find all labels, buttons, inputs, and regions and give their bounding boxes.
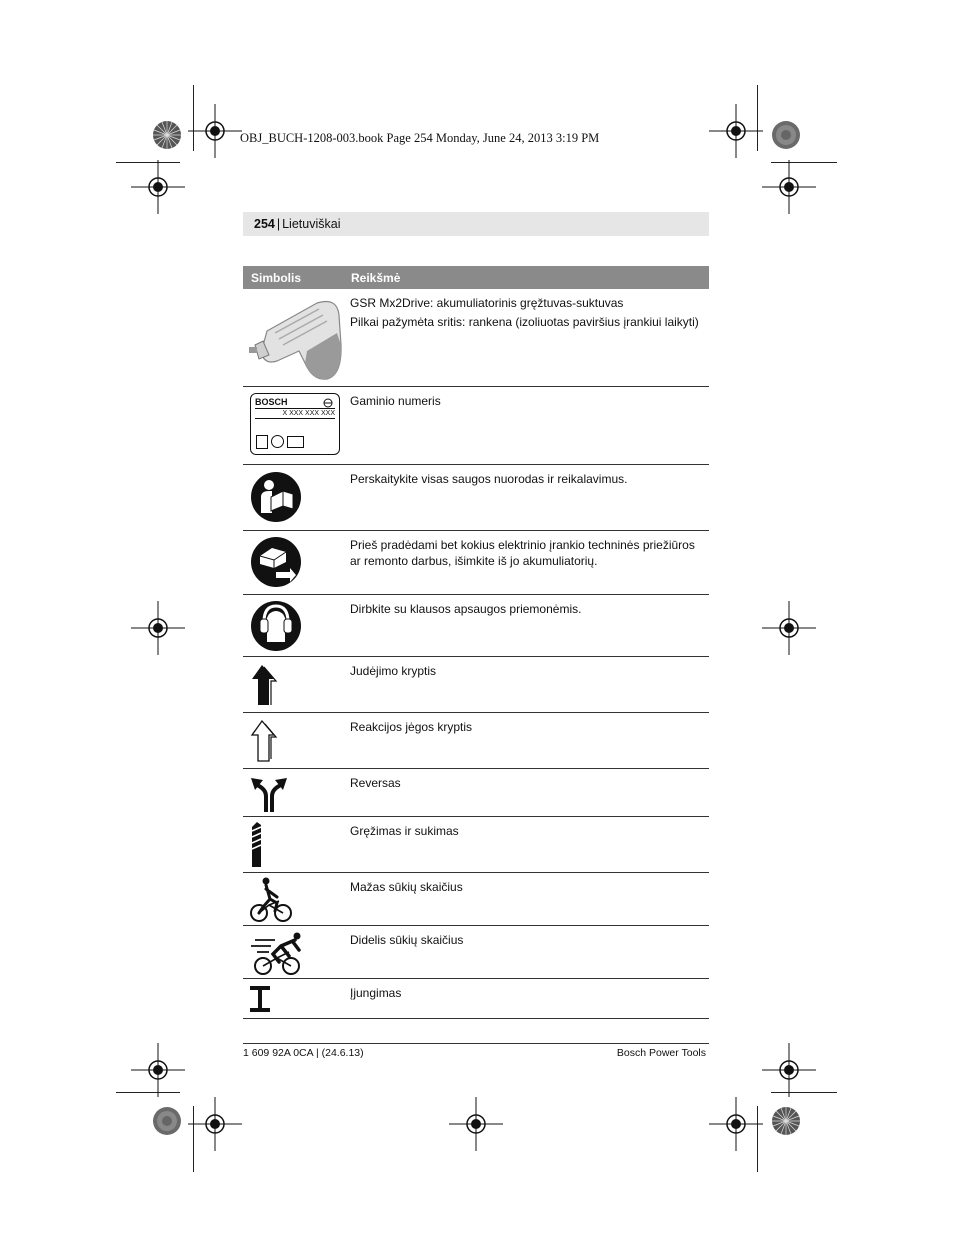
page-number: 254 [254,217,275,231]
hearing-protection-icon [250,600,302,652]
color-target-icon [771,1106,801,1136]
table-row [243,926,709,979]
registration-mark-icon [709,104,763,158]
color-target-icon [152,1106,182,1136]
row-text: Perskaitykite visas saugos nuorodas ir reikalavimus. [350,472,628,486]
registration-mark-icon [762,1043,816,1097]
registration-mark-icon [709,1097,763,1151]
color-target-icon [152,120,182,150]
row-text: Judėjimo kryptis [350,664,437,678]
table-row [243,713,709,769]
row-text: Prieš pradėdami bet kokius elektrinio įrankio techninės priežiūros ar remonto darbus, išimkite iš jo akumuliatorių. [350,538,695,568]
slow-cyclist-icon [249,877,293,923]
table-row [243,979,709,1019]
filled-arrow-up-icon [250,663,280,707]
row-text: Pilkai pažymėta sritis: rankena (izoliuotas paviršius įrankiui laikyti) [350,315,699,329]
footer-code: 1 609 92A 0CA | (24.6.13) [243,1047,364,1059]
registration-mark-icon [131,160,185,214]
table-row [243,873,709,926]
row-text: Dirbkite su klausos apsaugos priemonėmis. [350,602,582,616]
bosch-armature-icon [323,398,333,408]
outline-arrow-up-icon [250,719,280,763]
column-header-meaning: Reikšmė [351,270,401,285]
nameplate-serial: X XXX XXX XXX [282,410,335,417]
row-text: Didelis sūkių skaičius [350,933,464,947]
page-language: Lietuviškai [282,217,341,231]
print-header: OBJ_BUCH-1208-003.book Page 254 Monday, June 24, 2013 3:19 PM [240,131,600,145]
row-text: Įjungimas [350,986,402,1000]
cordless-screwdriver-icon [247,293,347,383]
row-text: GSR Mx2Drive: akumuliatorinis gręžtuvas-suktuvas [350,296,624,310]
registration-mark-icon [449,1097,503,1151]
power-on-icon [249,985,271,1013]
table-row [243,289,709,387]
nameplate-icon [250,393,340,455]
footer-rule [243,1043,709,1044]
table-row [243,465,709,531]
row-text: Mažas sūkių skaičius [350,880,463,894]
fast-cyclist-icon [249,930,309,976]
table-row [243,657,709,713]
table-row [243,387,709,465]
page-separator: | [276,217,281,231]
table-row [243,769,709,817]
registration-mark-icon [762,160,816,214]
table-header [243,266,709,289]
registration-mark-icon [188,1097,242,1151]
registration-mark-icon [131,1043,185,1097]
table-row [243,817,709,873]
reverse-arrows-icon [249,774,289,814]
registration-mark-icon [131,601,185,655]
row-text: Reversas [350,776,401,790]
table-row [243,595,709,657]
read-manual-icon [250,471,302,523]
row-text: Gaminio numeris [350,394,441,408]
remove-battery-icon [250,536,302,588]
footer-brand: Bosch Power Tools [616,1047,706,1059]
registration-mark-icon [762,601,816,655]
registration-mark-icon [188,104,242,158]
table-row [243,531,709,595]
column-header-symbol: Simbolis [251,270,302,285]
row-text: Reakcijos jėgos kryptis [350,720,473,734]
row-text: Gręžimas ir sukimas [350,824,459,838]
nameplate-brand: BOSCH [255,397,288,407]
page-header-band [243,212,709,236]
color-target-icon [771,120,801,150]
symbol-table [243,266,709,1019]
drill-bit-icon [249,821,265,869]
